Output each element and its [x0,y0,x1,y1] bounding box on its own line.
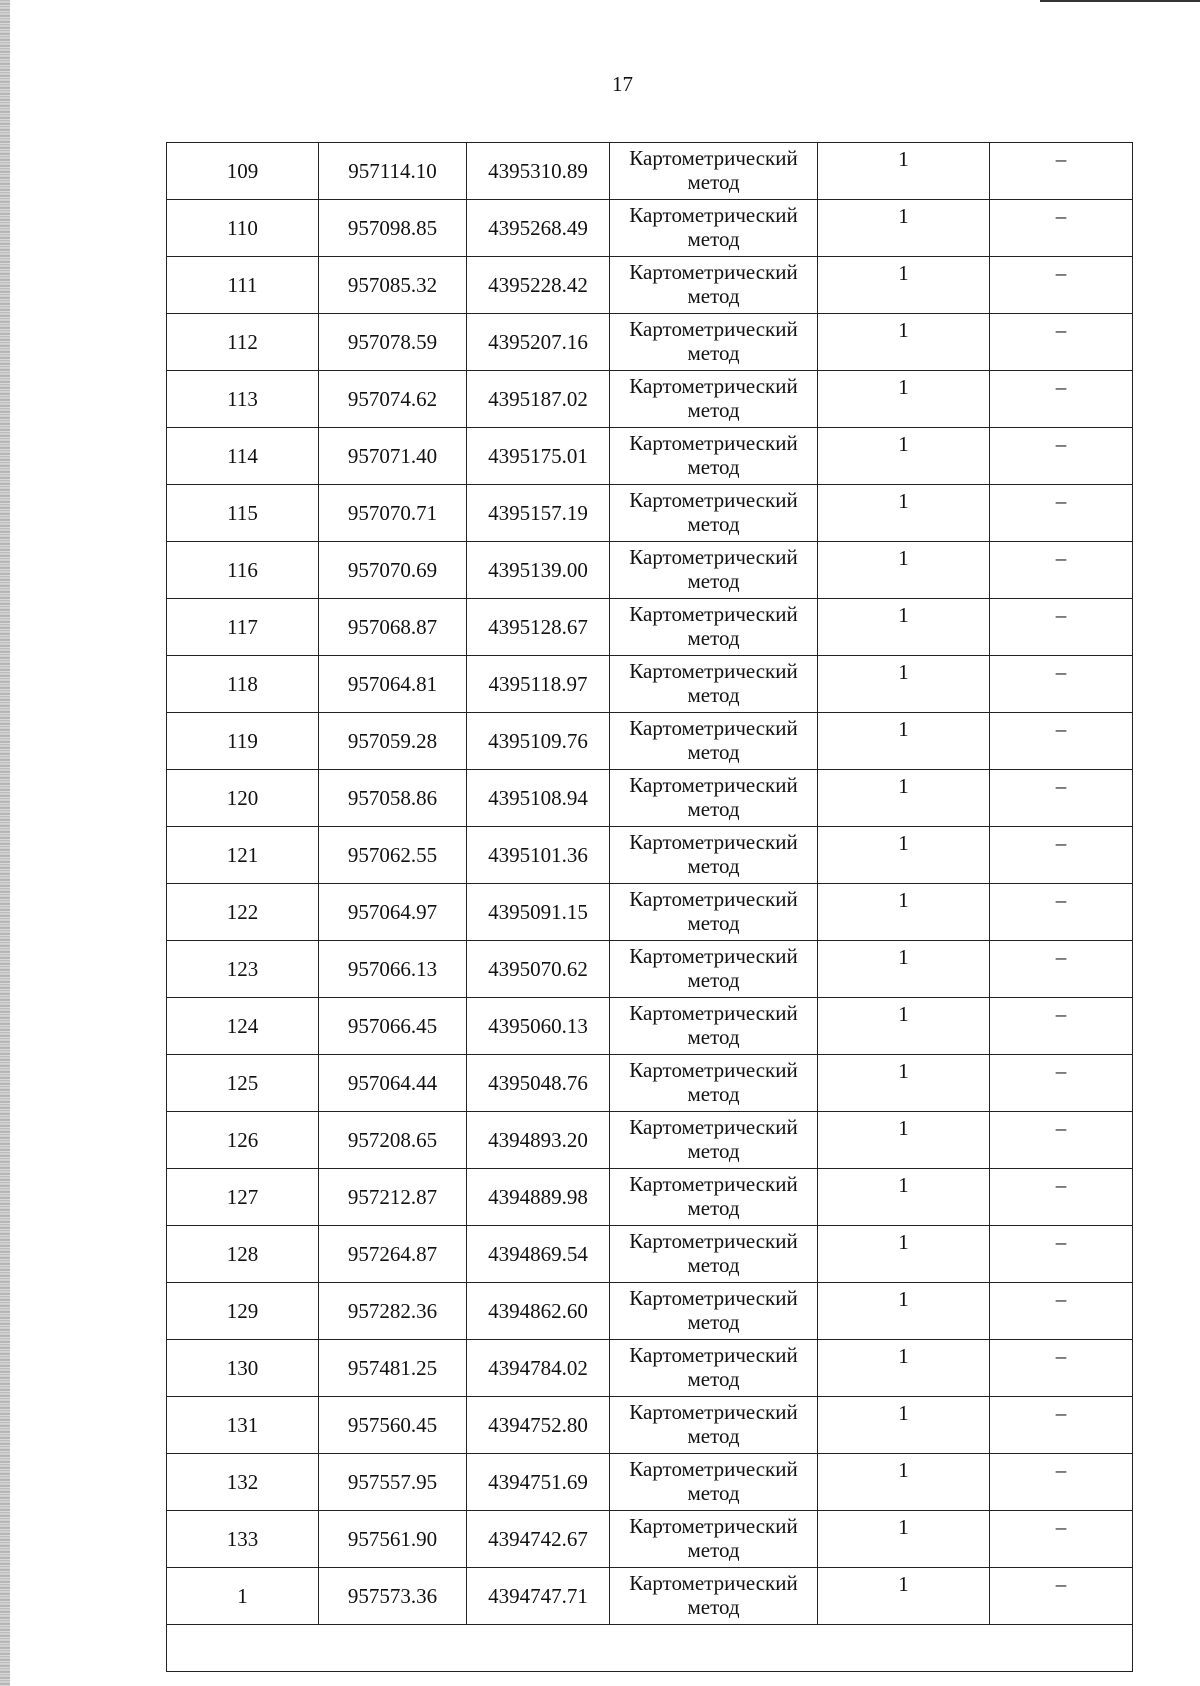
method-line-2: метод [687,1139,740,1163]
x-coordinate-cell: 957064.81 [319,656,467,713]
method-line-2: метод [687,512,740,536]
description-cell: – [990,143,1133,200]
x-coordinate-cell: 957481.25 [319,1340,467,1397]
description-cell: – [990,1454,1133,1511]
point-number-cell: 119 [167,713,319,770]
point-number-cell: 112 [167,314,319,371]
method-line-2: метод [687,1196,740,1220]
description-cell: – [990,1112,1133,1169]
y-coordinate-cell: 4395157.19 [467,485,610,542]
x-coordinate-cell: 957071.40 [319,428,467,485]
method-line-2: метод [687,341,740,365]
method-line-2: метод [687,1367,740,1391]
method-line-1: Картометрический [629,602,798,626]
x-coordinate-cell: 957114.10 [319,143,467,200]
description-cell: – [990,1169,1133,1226]
description-cell: – [990,1340,1133,1397]
accuracy-cell: 1 [818,827,990,884]
y-coordinate-cell: 4395175.01 [467,428,610,485]
table-row [167,1454,1133,1511]
point-number-cell: 109 [167,143,319,200]
accuracy-cell: 1 [818,485,990,542]
accuracy-cell: 1 [818,884,990,941]
method-line-2: метод [687,740,740,764]
y-coordinate-cell: 4394869.54 [467,1226,610,1283]
table-row [167,257,1133,314]
method-line-1: Картометрический [629,1457,798,1481]
accuracy-cell: 1 [818,1169,990,1226]
point-number-cell: 123 [167,941,319,998]
method-line-2: метод [687,569,740,593]
point-number-cell: 121 [167,827,319,884]
point-number-cell: 128 [167,1226,319,1283]
table-row [167,314,1133,371]
y-coordinate-cell: 4395187.02 [467,371,610,428]
table-footer-row [167,1625,1133,1672]
method-cell [610,1397,818,1454]
description-cell: – [990,713,1133,770]
table-row [167,998,1133,1055]
x-coordinate-cell: 957070.71 [319,485,467,542]
accuracy-cell: 1 [818,770,990,827]
point-number-cell: 126 [167,1112,319,1169]
y-coordinate-cell: 4395048.76 [467,1055,610,1112]
table-row [167,1112,1133,1169]
method-cell [610,656,818,713]
table-row [167,485,1133,542]
method-cell [610,1226,818,1283]
accuracy-cell: 1 [818,428,990,485]
y-coordinate-cell: 4395228.42 [467,257,610,314]
method-line-2: метод [687,1310,740,1334]
method-cell [610,770,818,827]
accuracy-cell: 1 [818,1055,990,1112]
accuracy-cell: 1 [818,1283,990,1340]
table-row [167,656,1133,713]
table-row [167,1169,1133,1226]
method-line-2: метод [687,683,740,707]
description-cell: – [990,200,1133,257]
method-line-1: Картометрический [629,887,798,911]
method-line-2: метод [687,797,740,821]
method-cell [610,599,818,656]
method-line-2: метод [687,1481,740,1505]
point-number-cell: 129 [167,1283,319,1340]
description-cell: – [990,998,1133,1055]
accuracy-cell: 1 [818,941,990,998]
description-cell: – [990,599,1133,656]
point-number-cell: 113 [167,371,319,428]
method-line-2: метод [687,398,740,422]
accuracy-cell: 1 [818,656,990,713]
method-line-2: метод [687,854,740,878]
method-line-2: метод [687,1538,740,1562]
table-row [167,599,1133,656]
method-cell [610,827,818,884]
method-cell [610,1169,818,1226]
accuracy-cell: 1 [818,1454,990,1511]
description-cell: – [990,1397,1133,1454]
point-number-cell: 122 [167,884,319,941]
coordinates-table [166,142,1133,1672]
point-number-cell: 116 [167,542,319,599]
x-coordinate-cell: 957068.87 [319,599,467,656]
method-cell [610,1511,818,1568]
y-coordinate-cell: 4395139.00 [467,542,610,599]
x-coordinate-cell: 957070.69 [319,542,467,599]
description-cell: – [990,485,1133,542]
y-coordinate-cell: 4394752.80 [467,1397,610,1454]
accuracy-cell: 1 [818,998,990,1055]
y-coordinate-cell: 4394784.02 [467,1340,610,1397]
accuracy-cell: 1 [818,1568,990,1625]
table-row [167,1568,1133,1625]
method-line-1: Картометрический [629,146,798,170]
x-coordinate-cell: 957208.65 [319,1112,467,1169]
top-rule [1040,0,1200,2]
point-number-cell: 124 [167,998,319,1055]
accuracy-cell: 1 [818,1112,990,1169]
method-cell [610,713,818,770]
x-coordinate-cell: 957573.36 [319,1568,467,1625]
y-coordinate-cell: 4395118.97 [467,656,610,713]
y-coordinate-cell: 4395128.67 [467,599,610,656]
x-coordinate-cell: 957074.62 [319,371,467,428]
x-coordinate-cell: 957059.28 [319,713,467,770]
y-coordinate-cell: 4395310.89 [467,143,610,200]
table-footer-cell [167,1625,1133,1672]
method-cell [610,542,818,599]
method-line-2: метод [687,170,740,194]
y-coordinate-cell: 4394893.20 [467,1112,610,1169]
method-line-2: метод [687,911,740,935]
method-line-2: метод [687,1424,740,1448]
point-number-cell: 125 [167,1055,319,1112]
method-line-1: Картометрический [629,1229,798,1253]
method-cell [610,1454,818,1511]
method-line-2: метод [687,1253,740,1277]
method-cell [610,143,818,200]
x-coordinate-cell: 957212.87 [319,1169,467,1226]
description-cell: – [990,884,1133,941]
method-line-1: Картометрический [629,431,798,455]
point-number-cell: 130 [167,1340,319,1397]
table-row [167,1055,1133,1112]
method-line-1: Картометрический [629,773,798,797]
point-number-cell: 132 [167,1454,319,1511]
method-cell [610,257,818,314]
method-line-1: Картометрический [629,1286,798,1310]
method-line-1: Картометрический [629,317,798,341]
y-coordinate-cell: 4394889.98 [467,1169,610,1226]
description-cell: – [990,827,1133,884]
method-cell [610,314,818,371]
description-cell: – [990,656,1133,713]
x-coordinate-cell: 957561.90 [319,1511,467,1568]
method-line-1: Картометрический [629,1172,798,1196]
description-cell: – [990,1055,1133,1112]
point-number-cell: 120 [167,770,319,827]
x-coordinate-cell: 957064.44 [319,1055,467,1112]
method-line-1: Картометрический [629,716,798,740]
method-cell [610,941,818,998]
y-coordinate-cell: 4394747.71 [467,1568,610,1625]
y-coordinate-cell: 4395101.36 [467,827,610,884]
method-line-2: метод [687,1025,740,1049]
method-line-1: Картометрический [629,1058,798,1082]
y-coordinate-cell: 4395060.13 [467,998,610,1055]
point-number-cell: 110 [167,200,319,257]
y-coordinate-cell: 4394751.69 [467,1454,610,1511]
x-coordinate-cell: 957560.45 [319,1397,467,1454]
x-coordinate-cell: 957062.55 [319,827,467,884]
y-coordinate-cell: 4394862.60 [467,1283,610,1340]
y-coordinate-cell: 4395091.15 [467,884,610,941]
method-line-1: Картометрический [629,545,798,569]
accuracy-cell: 1 [818,257,990,314]
method-line-2: метод [687,968,740,992]
method-line-2: метод [687,455,740,479]
point-number-cell: 133 [167,1511,319,1568]
x-coordinate-cell: 957557.95 [319,1454,467,1511]
description-cell: – [990,1511,1133,1568]
method-cell [610,428,818,485]
method-line-1: Картометрический [629,659,798,683]
description-cell: – [990,542,1133,599]
accuracy-cell: 1 [818,371,990,428]
accuracy-cell: 1 [818,143,990,200]
description-cell: – [990,1568,1133,1625]
table-row [167,827,1133,884]
x-coordinate-cell: 957085.32 [319,257,467,314]
x-coordinate-cell: 957098.85 [319,200,467,257]
point-number-cell: 117 [167,599,319,656]
point-number-cell: 111 [167,257,319,314]
method-cell [610,998,818,1055]
method-line-1: Картометрический [629,1400,798,1424]
description-cell: – [990,428,1133,485]
method-cell [610,1568,818,1625]
method-cell [610,371,818,428]
method-line-1: Картометрический [629,203,798,227]
method-cell [610,884,818,941]
point-number-cell: 114 [167,428,319,485]
method-cell [610,485,818,542]
page-number: 17 [612,72,633,96]
table-row [167,884,1133,941]
coordinates-table-body [167,143,1133,1672]
method-cell [610,1112,818,1169]
point-number-cell: 115 [167,485,319,542]
description-cell: – [990,1283,1133,1340]
table-row [167,1511,1133,1568]
accuracy-cell: 1 [818,599,990,656]
method-line-1: Картометрический [629,374,798,398]
method-line-1: Картометрический [629,1514,798,1538]
method-line-1: Картометрический [629,1001,798,1025]
y-coordinate-cell: 4395268.49 [467,200,610,257]
method-line-2: метод [687,626,740,650]
point-number-cell: 118 [167,656,319,713]
x-coordinate-cell: 957066.45 [319,998,467,1055]
table-row [167,1226,1133,1283]
table-row [167,1397,1133,1454]
table-row [167,1340,1133,1397]
y-coordinate-cell: 4395207.16 [467,314,610,371]
x-coordinate-cell: 957064.97 [319,884,467,941]
point-number-cell: 131 [167,1397,319,1454]
accuracy-cell: 1 [818,200,990,257]
method-line-2: метод [687,1595,740,1619]
method-cell [610,1340,818,1397]
x-coordinate-cell: 957066.13 [319,941,467,998]
y-coordinate-cell: 4395070.62 [467,941,610,998]
table-row [167,542,1133,599]
table-row [167,371,1133,428]
method-line-1: Картометрический [629,1571,798,1595]
accuracy-cell: 1 [818,1511,990,1568]
y-coordinate-cell: 4394742.67 [467,1511,610,1568]
method-line-1: Картометрический [629,260,798,284]
y-coordinate-cell: 4395109.76 [467,713,610,770]
method-line-2: метод [687,227,740,251]
table-row [167,941,1133,998]
y-coordinate-cell: 4395108.94 [467,770,610,827]
table-row [167,200,1133,257]
method-line-1: Картометрический [629,1343,798,1367]
table-row [167,428,1133,485]
x-coordinate-cell: 957264.87 [319,1226,467,1283]
accuracy-cell: 1 [818,1397,990,1454]
point-number-cell: 1 [167,1568,319,1625]
table-row [167,1283,1133,1340]
point-number-cell: 127 [167,1169,319,1226]
accuracy-cell: 1 [818,542,990,599]
x-coordinate-cell: 957058.86 [319,770,467,827]
scan-edge-artifact [0,0,10,1686]
description-cell: – [990,314,1133,371]
description-cell: – [990,941,1133,998]
accuracy-cell: 1 [818,1226,990,1283]
table-row [167,713,1133,770]
method-line-1: Картометрический [629,944,798,968]
accuracy-cell: 1 [818,1340,990,1397]
method-line-2: метод [687,1082,740,1106]
table-row [167,143,1133,200]
method-line-1: Картометрический [629,1115,798,1139]
method-cell [610,1283,818,1340]
description-cell: – [990,371,1133,428]
description-cell: – [990,1226,1133,1283]
method-line-2: метод [687,284,740,308]
x-coordinate-cell: 957078.59 [319,314,467,371]
description-cell: – [990,257,1133,314]
x-coordinate-cell: 957282.36 [319,1283,467,1340]
table-row [167,770,1133,827]
method-line-1: Картометрический [629,488,798,512]
accuracy-cell: 1 [818,314,990,371]
method-line-1: Картометрический [629,830,798,854]
method-cell [610,200,818,257]
description-cell: – [990,770,1133,827]
accuracy-cell: 1 [818,713,990,770]
method-cell [610,1055,818,1112]
